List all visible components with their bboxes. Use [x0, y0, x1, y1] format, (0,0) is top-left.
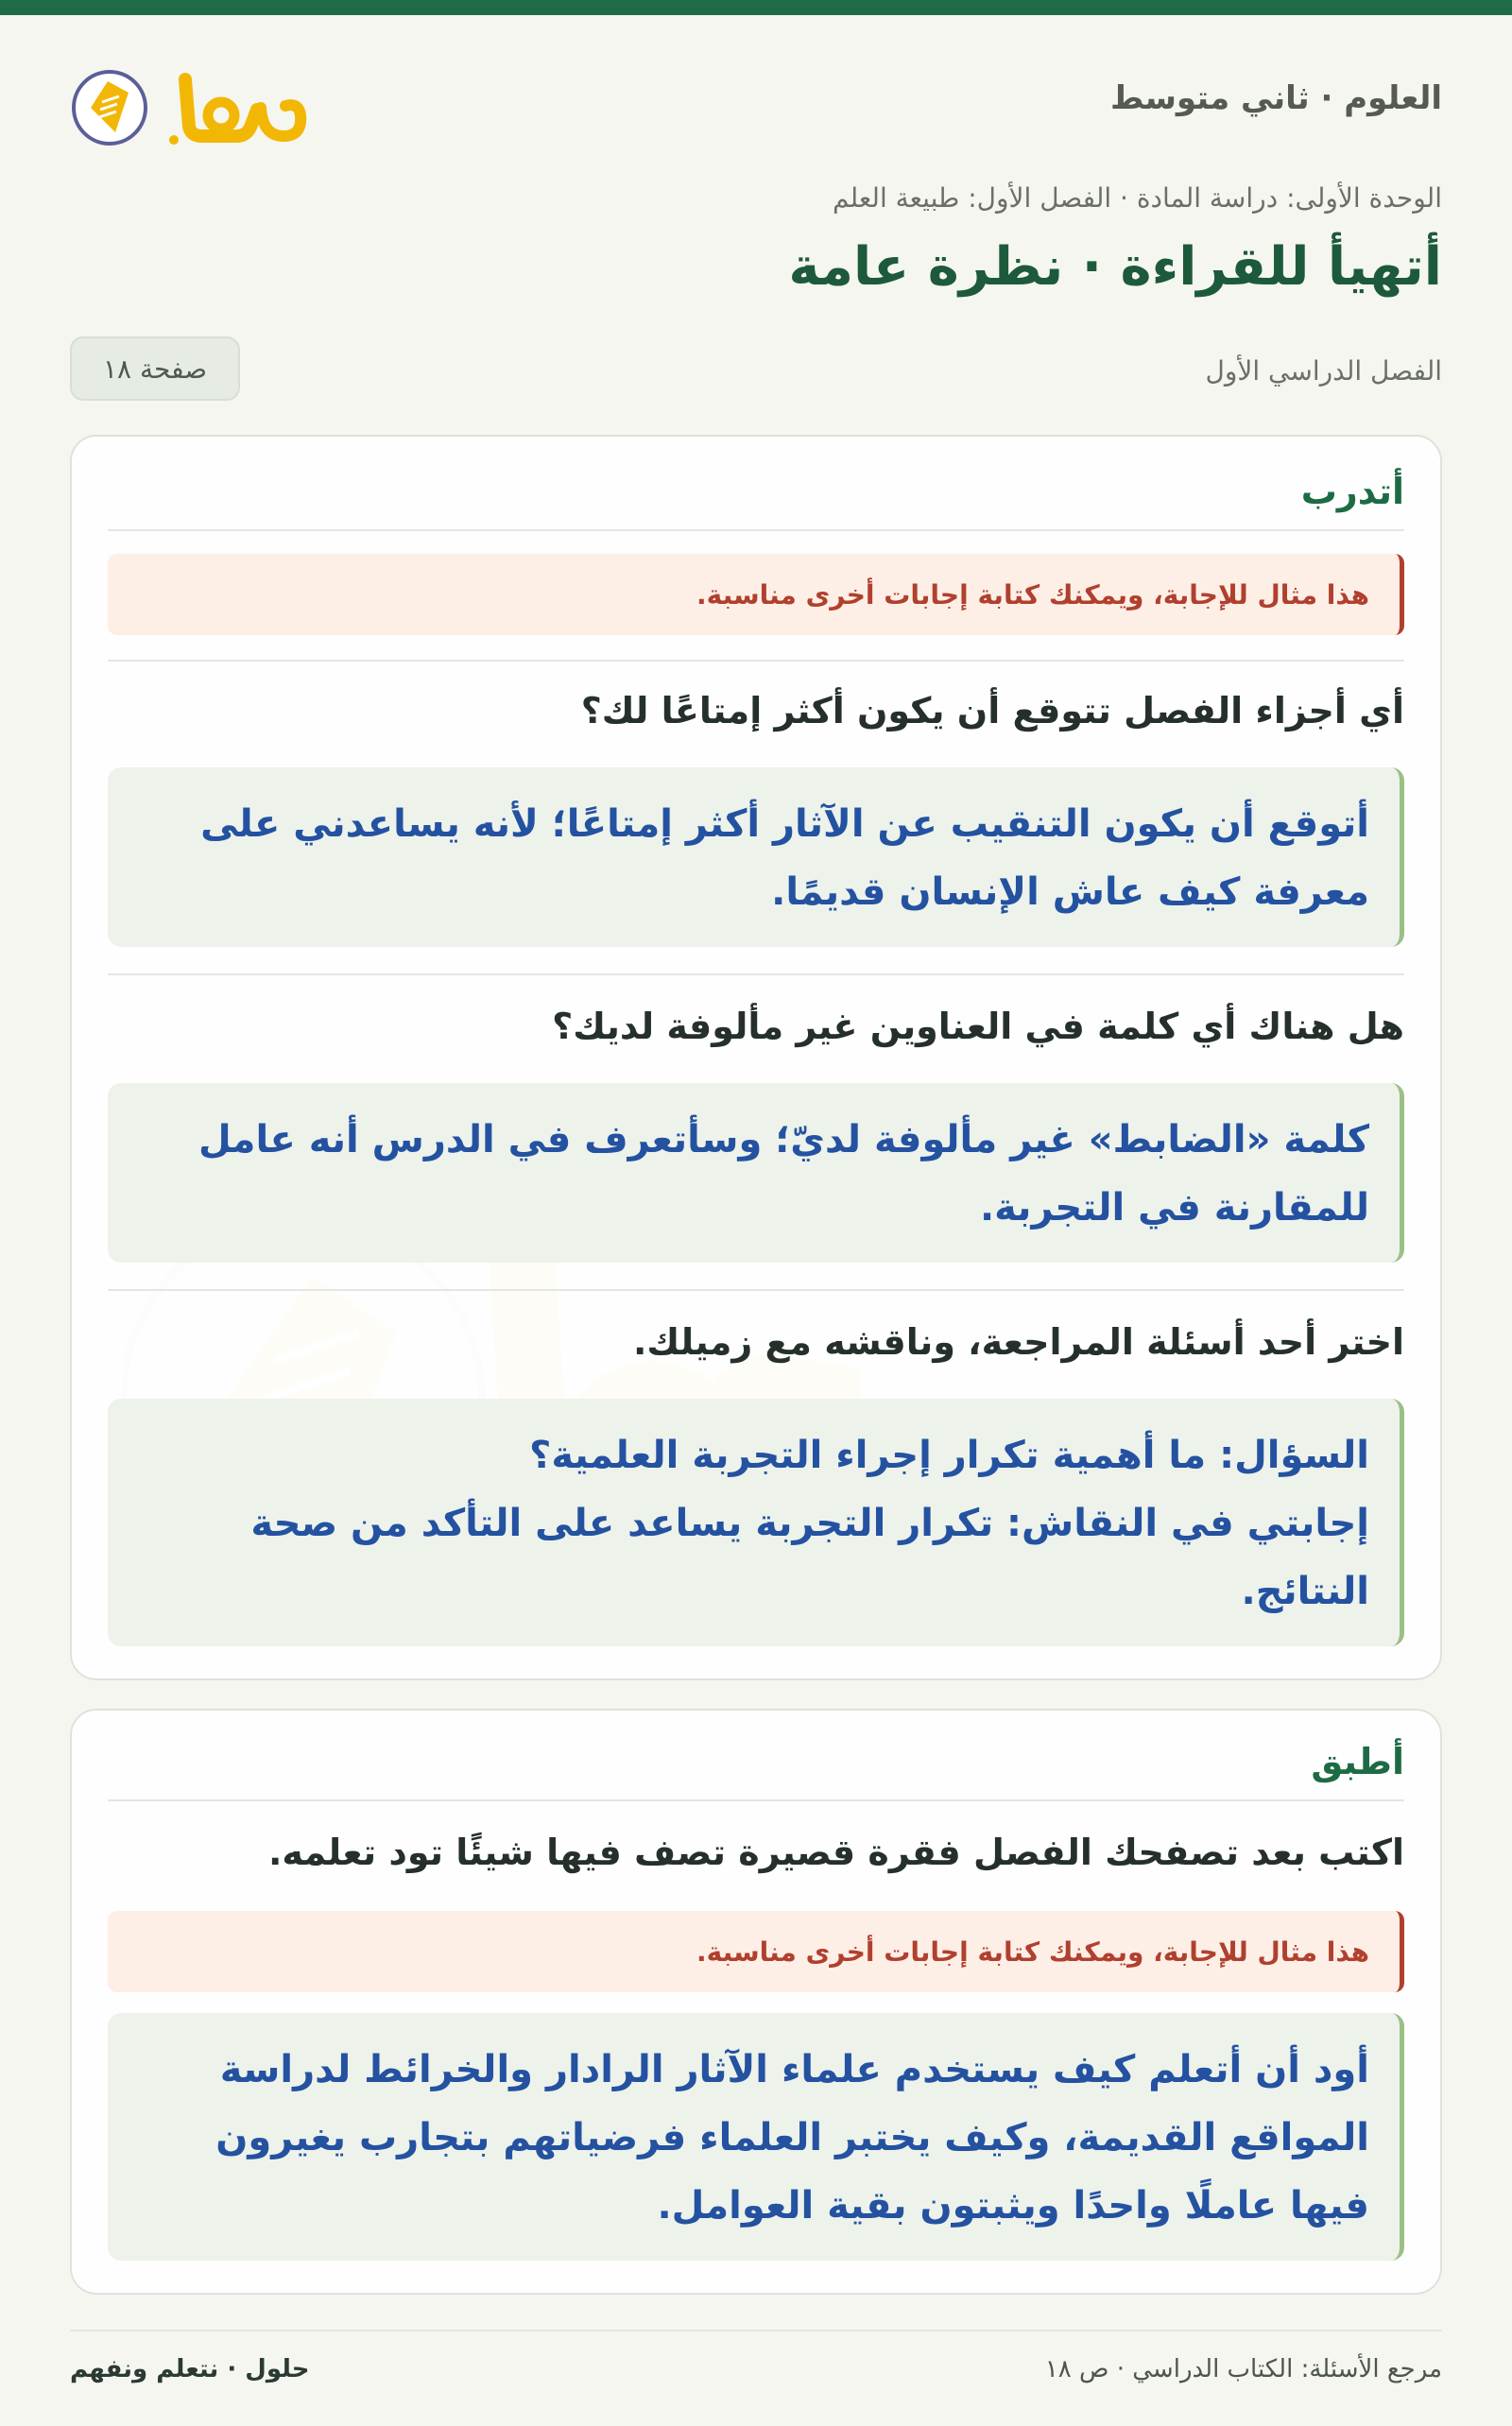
- example-answer-note: هذا مثال للإجابة، ويمكنك كتابة إجابات أخرى مناسبة.: [108, 1911, 1404, 1992]
- apply-answer: [108, 2013, 1404, 2261]
- subject-label: العلوم · ثاني متوسط: [1110, 79, 1442, 117]
- footer-brand: حلول · نتعلم ونفهم: [70, 2355, 310, 2383]
- answer-3-discussion-line: إجابتي في النقاش: تكرار التجربة يساعد على التأكد من صحة النتائج.: [250, 1502, 1369, 1613]
- apply-card: [70, 1709, 1442, 2295]
- brand-logo[interactable]: [70, 53, 316, 157]
- book-page-icon: [70, 53, 316, 157]
- question-3: اختر أحد أسئلة المراجعة، وناقشه مع زميلك.: [633, 1321, 1404, 1363]
- footer-divider: [70, 2330, 1442, 2331]
- page-title: أتهيأ للقراءة · نظرة عامة: [788, 236, 1442, 298]
- example-answer-note: هذا مثال للإجابة، ويمكنك كتابة إجابات أخرى مناسبة.: [108, 554, 1404, 635]
- page-header: [70, 53, 1442, 157]
- answer-3: [108, 1399, 1404, 1646]
- page-number-badge: صفحة ١٨: [70, 336, 240, 401]
- top-accent-bar: [0, 0, 1512, 15]
- semester-label: الفصل الدراسي الأول: [1205, 355, 1442, 387]
- apply-title: أطبق: [1311, 1741, 1404, 1782]
- footer-reference: مرجع الأسئلة: الكتاب الدراسي · ص ١٨: [1044, 2355, 1442, 2383]
- answer-1-text: أتوقع أن يكون التنقيب عن الآثار أكثر إمتاعًا؛ لأنه يساعدني على معرفة كيف عاش الإنسان قديمًا.: [200, 802, 1369, 914]
- section-divider: [108, 1799, 1404, 1801]
- apply-question: اكتب بعد تصفحك الفصل فقرة قصيرة تصف فيها شيئًا تود تعلمه.: [267, 1832, 1404, 1873]
- answer-1: [108, 767, 1404, 947]
- answer-2: [108, 1083, 1404, 1263]
- practice-title: أتدرب: [1300, 471, 1404, 512]
- answer-3-question-line: السؤال: ما أهمية تكرار إجراء التجربة العلمية؟: [529, 1434, 1369, 1477]
- practice-card: [70, 435, 1442, 1680]
- question-2: هل هناك أي كلمة في العناوين غير مألوفة لديك؟: [552, 1006, 1404, 1047]
- apply-answer-text: أود أن أتعلم كيف يستخدم علماء الآثار الرادار والخرائط لدراسة المواقع القديمة، وكيف يختبر العلماء فرضياتهم بتجارب يغيرون فيها عاملًا واحدًا ويثبتون بقية العوامل.: [215, 2048, 1369, 2228]
- question-1: أي أجزاء الفصل تتوقع أن يكون أكثر إمتاعًا لك؟: [580, 690, 1404, 731]
- section-divider: [108, 529, 1404, 531]
- answer-2-text: كلمة «الضابط» غير مألوفة لديّ؛ وسأتعرف في الدرس أنه عامل للمقارنة في التجربة.: [198, 1118, 1369, 1230]
- section-divider: [108, 973, 1404, 975]
- section-divider: [108, 1289, 1404, 1291]
- section-divider: [108, 660, 1404, 662]
- breadcrumb: الوحدة الأولى: دراسة المادة · الفصل الأول: طبيعة العلم: [833, 182, 1442, 214]
